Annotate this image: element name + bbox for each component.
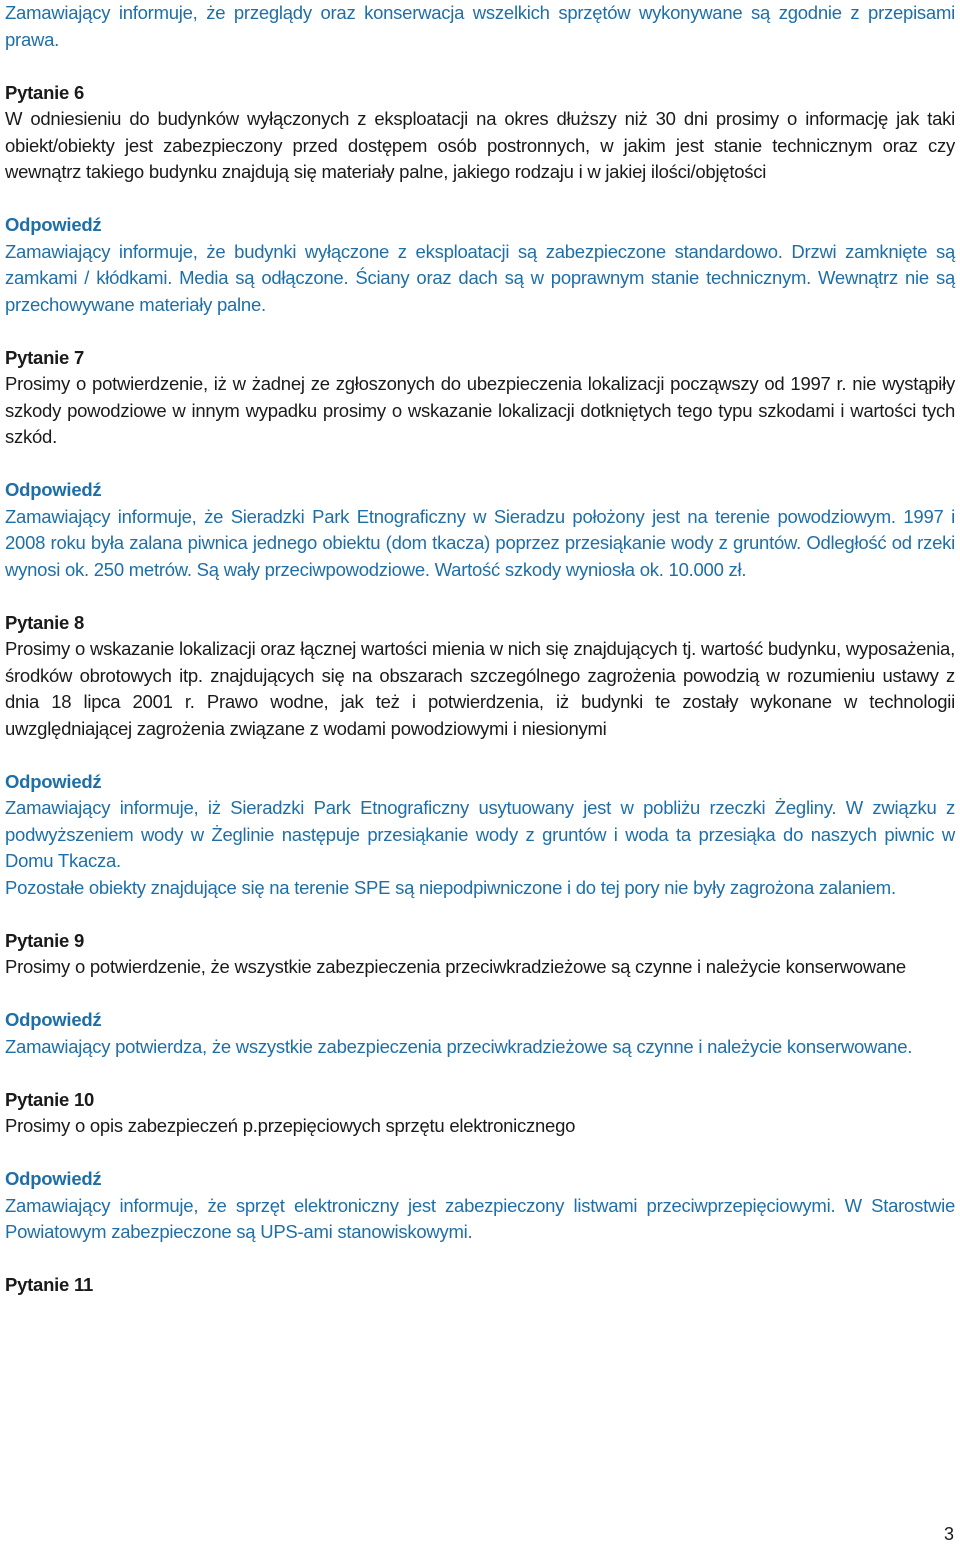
answer-text: Zamawiający informuje, iż Sieradzki Park Etnograficzny usytuowany jest w pobliżu rzeczki Żegliny. W związku z podwyższeniem wody w Żeglinie następuje przesiąkanie wody z gruntów i woda ta przesiąka do naszych piwnic w Domu Tkacza. (5, 797, 955, 871)
answer-label: Odpowiedź (5, 1168, 102, 1189)
question-text: Prosimy o opis zabezpieczeń p.przepięciowych sprzętu elektronicznego (5, 1115, 576, 1136)
answer-label: Odpowiedź (5, 1009, 102, 1030)
intro-answer: Zamawiający informuje, że przeglądy oraz konserwacja wszelkich sprzętów wykonywane są zgodnie z przepisami prawa. (5, 2, 955, 50)
question-text: Prosimy o potwierdzenie, że wszystkie zabezpieczenia przeciwkradzieżowe są czynne i należycie konserwowane (5, 956, 906, 977)
answer-text: Zamawiający informuje, że Sieradzki Park Etnograficzny w Sieradzu położony jest na terenie powodziowym. 1997 i 2008 roku była zalana piwnica jednego obiektu (dom tkacza) poprzez przesiąkanie wody z gruntów. Odległość od rzeki wynosi ok. 250 metrów. Są wały przeciwpowodziowe. Wartość szkody wyniosła ok. 10.000 zł. (5, 505, 955, 580)
question-title: Pytanie 9 (5, 929, 84, 951)
answer-text: Zamawiający informuje, że sprzęt elektroniczny jest zabezpieczony listwami przeciwprzepięciowymi. W Starostwie Powiatowym zabezpieczone są UPS-ami stanowiskowymi. (5, 1194, 955, 1242)
answer-label: Odpowiedź (5, 770, 102, 792)
answer-label: Odpowiedź (5, 214, 102, 235)
page-number: 3 (943, 1524, 954, 1544)
question-title: Pytanie 10 (5, 1088, 95, 1110)
question-title: Pytanie 7 (5, 346, 84, 368)
spacer (5, 1140, 955, 1167)
spacer (5, 53, 955, 80)
question-text: Prosimy o wskazanie lokalizacji oraz łącznej wartości mienia w nich się znajdujących tj. wartość budynku, wyposażenia, środków obrotowych itp. znajdujących się na obszarach szczególnego zagrożenia powodzią w rozumieniu ustawy z dnia 18 lipca 2001 r. Prawo wodne, jak też i potwierdzenia, iż budynki te zostały wykonane w technologii uwzględniającej zagrożenia związane z wodami powodziowymi i niesionymi (5, 638, 955, 739)
spacer (5, 451, 955, 478)
spacer (5, 901, 955, 928)
spacer (5, 981, 955, 1008)
question-text: Prosimy o potwierdzenie, iż w żadnej ze zgłoszonych do ubezpieczenia lokalizacji począwszy od 1997 r. nie wystąpiły szkody powodziowe w innym wypadku prosimy o wskazanie lokalizacji dotkniętych tego typu szkodami i wartości tych szkód. (5, 373, 955, 447)
spacer (5, 1060, 955, 1087)
question-title: Pytanie 6 (5, 81, 84, 103)
spacer (5, 583, 955, 610)
spacer (5, 1246, 955, 1273)
spacer (5, 318, 955, 345)
answer-text: Pozostałe obiekty znajdujące się na terenie SPE są niepodpiwniczone i do tej pory nie były zagrożona zalaniem. (5, 876, 896, 898)
answer-label: Odpowiedź (5, 479, 102, 500)
question-title: Pytanie 8 (5, 611, 84, 633)
document-page (5, 0, 955, 1299)
spacer (5, 186, 955, 213)
question-title: Pytanie 11 (5, 1274, 94, 1295)
spacer (5, 742, 955, 769)
answer-text: Zamawiający potwierdza, że wszystkie zabezpieczenia przeciwkradzieżowe są czynne i należycie konserwowane. (5, 1035, 913, 1057)
answer-text: Zamawiający informuje, że budynki wyłączone z eksploatacji są zabezpieczone standardowo. Drzwi zamknięte są zamkami / kłódkami. Media są odłączone. Ściany oraz dach są w poprawnym stanie technicznym. Wewnątrz nie są przechowywane materiały palne. (5, 240, 955, 315)
question-text: W odniesieniu do budynków wyłączonych z eksploatacji na okres dłuższy niż 30 dni prosimy o informację jak taki obiekt/obiekty jest zabezpieczony przed dostępem osób postronnych, w jakim jest stanie technicznym oraz czy wewnątrz takiego budynku znajdują się materiały palne, jakiego rodzaju i w jakiej ilości/objętości (5, 108, 955, 182)
